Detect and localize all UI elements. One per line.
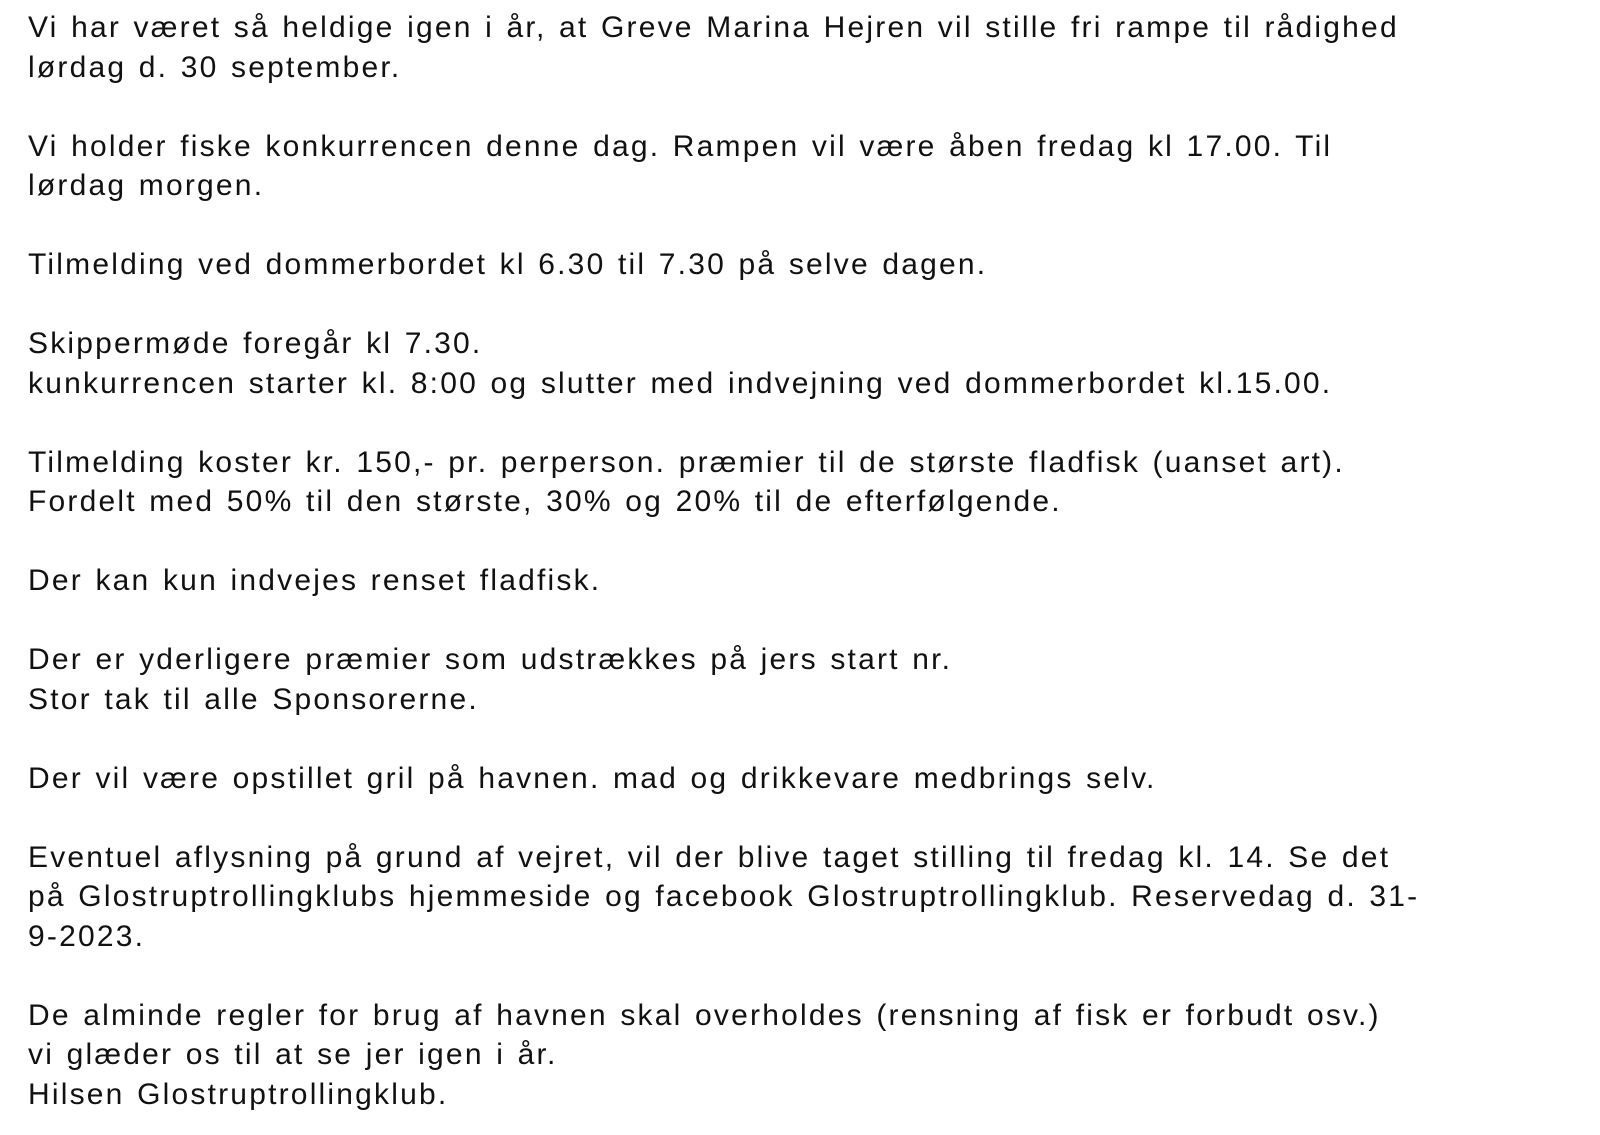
text-line: lørdag morgen. bbox=[28, 169, 265, 202]
paragraph-grill bbox=[28, 759, 1570, 799]
text-line: Stor tak til alle Sponsorerne. bbox=[28, 682, 479, 716]
paragraph-schedule bbox=[28, 324, 1570, 403]
text-line: Fordelt med 50% til den største, 30% og 20% til de efterfølgende. bbox=[28, 485, 1062, 518]
text-line: Vi holder fiske konkurrencen denne dag. Rampen vil være åben fredag kl 17.00. Til bbox=[28, 129, 1333, 163]
paragraph-harbor-rules-and-signoff bbox=[28, 996, 1570, 1115]
paragraph-ramp-availability bbox=[28, 8, 1570, 87]
paragraph-fee-and-prizes bbox=[28, 443, 1570, 522]
text-line: på Glostruptrollingklubs hjemmeside og facebook Glostruptrollingklub. Reservedag d. 31- bbox=[28, 880, 1420, 913]
paragraph-sponsors bbox=[28, 640, 1570, 719]
paragraph-weigh-in-rule bbox=[28, 561, 1570, 601]
text-line: kunkurrencen starter kl. 8:00 og slutter med indvejning ved dommerbordet kl.15.00. bbox=[28, 366, 1333, 400]
paragraph-registration-time bbox=[28, 245, 1570, 285]
text-line: vi glæder os til at se jer igen i år. bbox=[28, 1038, 558, 1071]
signature-line: Hilsen Glostruptrollingklub. bbox=[28, 1077, 449, 1111]
text-line: Vi har været så heldige igen i år, at Greve Marina Hejren vil stille fri rampe til rådighed bbox=[28, 11, 1399, 44]
text-line: lørdag d. 30 september. bbox=[28, 50, 402, 84]
text-line: De alminde regler for brug af havnen skal overholdes (rensning af fisk er forbudt osv.) bbox=[28, 998, 1381, 1032]
text-line: Der kan kun indvejes renset fladfisk. bbox=[28, 564, 602, 597]
text-line: 9-2023. bbox=[28, 919, 146, 953]
text-line: Skippermøde foregår kl 7.30. bbox=[28, 327, 483, 360]
text-line: Eventuel aflysning på grund af vejret, vil der blive taget stilling til fredag kl. 14. Se det bbox=[28, 840, 1391, 874]
text-line: Tilmelding ved dommerbordet kl 6.30 til 7.30 på selve dagen. bbox=[28, 248, 988, 281]
text-line: Tilmelding koster kr. 150,- pr. perperson. præmier til de største fladfisk (uanset art). bbox=[28, 445, 1345, 479]
paragraph-cancellation bbox=[28, 838, 1570, 957]
text-line: Der er yderligere præmier som udstrækkes på jers start nr. bbox=[28, 643, 953, 676]
text-line: Der vil være opstillet gril på havnen. mad og drikkevare medbrings selv. bbox=[28, 761, 1157, 795]
paragraph-competition-day bbox=[28, 127, 1570, 206]
